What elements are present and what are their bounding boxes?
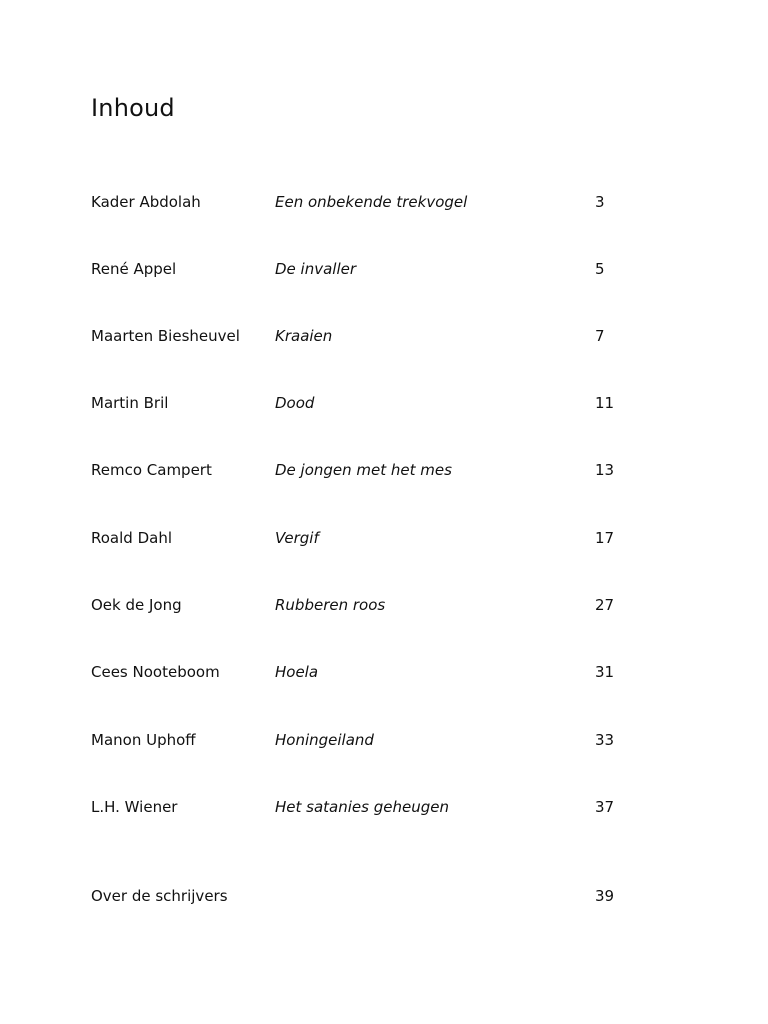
toc-author: Remco Campert [91, 461, 212, 479]
toc-author: L.H. Wiener [91, 798, 178, 816]
toc-entry [0, 661, 768, 683]
toc-author: Roald Dahl [91, 529, 172, 547]
toc-page-number: 39 [595, 887, 615, 905]
toc-entry [0, 191, 768, 213]
toc-story-title: Hoela [275, 663, 319, 681]
toc-author: Manon Uphoff [91, 731, 196, 749]
toc-story-title: De jongen met het mes [275, 461, 452, 479]
toc-story-title: Kraaien [275, 327, 333, 345]
toc-entry [0, 392, 768, 414]
toc-page-number: 37 [595, 798, 615, 816]
toc-entry [0, 527, 768, 549]
toc-author: Cees Nooteboom [91, 663, 220, 681]
toc-story-title: Rubberen roos [275, 596, 386, 614]
toc-entry [0, 594, 768, 616]
toc-story-title: Het satanies geheugen [275, 798, 449, 816]
toc-story-title: Vergif [275, 529, 319, 547]
toc-entry [0, 325, 768, 347]
toc-entry [0, 258, 768, 280]
toc-appendix-label: Over de schrijvers [91, 887, 228, 905]
toc-page-number: 3 [595, 193, 605, 211]
toc-author: Kader Abdolah [91, 193, 201, 211]
toc-author: René Appel [91, 260, 177, 278]
page-title: Inhoud [91, 94, 175, 122]
toc-entry [0, 729, 768, 751]
toc-story-title: Honingeiland [275, 731, 374, 749]
toc-page-number: 7 [595, 327, 605, 345]
toc-page-number: 31 [595, 663, 615, 681]
toc-author: Oek de Jong [91, 596, 182, 614]
toc-story-title: Dood [275, 394, 315, 412]
toc-page-number: 5 [595, 260, 605, 278]
toc-author: Martin Bril [91, 394, 169, 412]
toc-page-number: 13 [595, 461, 615, 479]
toc-story-title: Een onbekende trekvogel [275, 193, 468, 211]
toc-page-number: 27 [595, 596, 615, 614]
toc-author: Maarten Biesheuvel [91, 327, 240, 345]
toc-entry [0, 796, 768, 818]
toc-page-number: 33 [595, 731, 615, 749]
toc-story-title: De invaller [275, 260, 357, 278]
toc-appendix-entry [0, 885, 768, 907]
toc-entry [0, 459, 768, 481]
toc-page-number: 17 [595, 529, 615, 547]
toc-page-number: 11 [595, 394, 615, 412]
